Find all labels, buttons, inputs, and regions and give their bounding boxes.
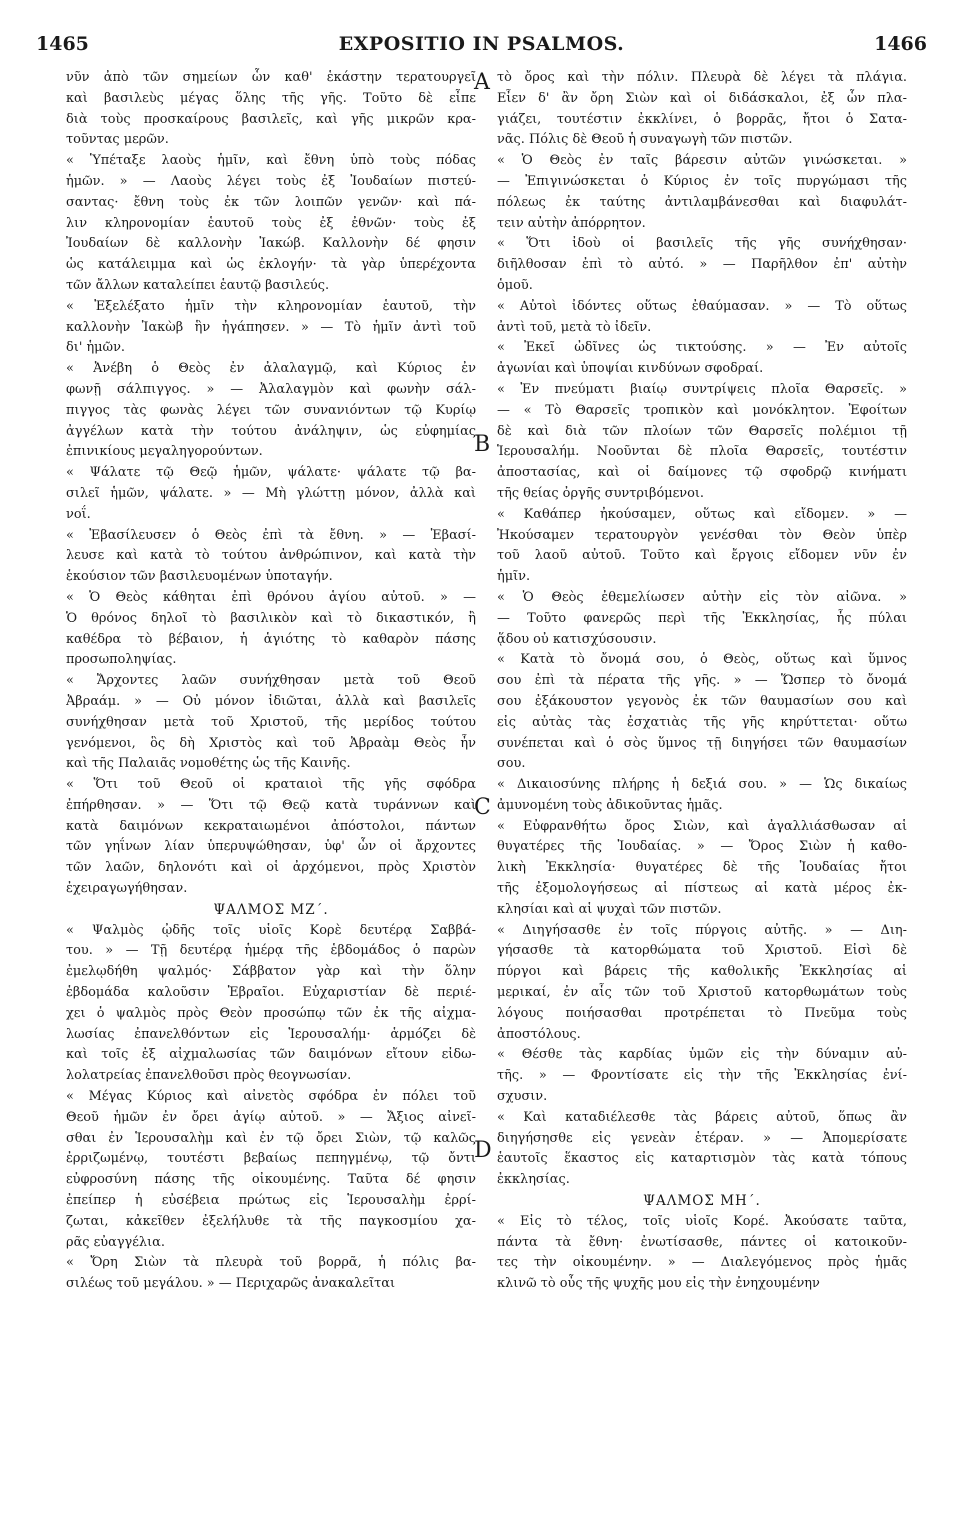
text-line: Θεοῦ ἡμῶν ἐν ὄρει ἁγίῳ αὐτοῦ. » — Ἄξιος αἰνεῖ- bbox=[66, 1109, 476, 1125]
text-line: « Ὁ Θεὸς ἐν ταῖς βάρεσιν αὐτῶν γινώσκεται. » bbox=[497, 153, 907, 169]
text-line: ἐπείπερ ἡ εὐσέβεια πρώτως εἰς Ἱερουσαλὴμ ἐρρί- bbox=[66, 1193, 476, 1209]
text-line: συνέπεται καὶ ὁ σὸς ὕμνος τῇ διηγήσει τῶν θαυμασίων bbox=[497, 735, 907, 751]
text-line: « Ὅτι ἰδοὺ οἱ βασιλεῖς τῆς γῆς συνήχθησαν· bbox=[497, 236, 907, 252]
section-marker-d: D bbox=[474, 1138, 492, 1163]
right-column bbox=[497, 68, 907, 1295]
text-line: εὐφροσύνη πάσης τῆς οἰκουμένης. Ταῦτα δέ φησιν bbox=[66, 1172, 476, 1188]
text-line: — « Τὸ Θαρσεῖς τροπικὸν καὶ μονόκλητον. Ἐφοίτων bbox=[497, 402, 907, 418]
text-line: γήσασθε τὰ κατορθώματα τοῦ Χριστοῦ. Εἰσὶ δὲ bbox=[497, 943, 907, 959]
text-line: τειν αὐτὴν ἀπόρρητον. bbox=[497, 215, 646, 231]
text-line: φωνῇ σάλπιγγος. » — Ἀλαλαγμὸν καὶ φωνὴν σάλ- bbox=[66, 381, 476, 397]
text-line: ἑκούσιον τῶν βασιλευομένων ὑποταγήν. bbox=[66, 569, 333, 585]
text-line: Ἀβραάμ. » — Οὐ μόνον ἰδιῶται, ἀλλὰ καὶ βασιλεῖς bbox=[66, 693, 476, 709]
text-line: ζωται, κἀκεῖθεν ἐξελήλυθε τὰ τῆς παγκοσμίου χα- bbox=[66, 1213, 476, 1229]
text-line: — Τοῦτο φανερῶς περὶ τῆς Ἐκκλησίας, ἧς πύλαι bbox=[497, 610, 907, 626]
text-line: σου ἐπὶ τὰ πέρατα τῆς γῆς. » — Ὥσπερ τὸ ὄνομά bbox=[497, 673, 907, 689]
text-line: ἐχειραγωγήθησαν. bbox=[66, 881, 188, 897]
text-line: πάντα τὰ ἔθνη· ἐνωτίσασθε, πάντες οἱ κατοικοῦν- bbox=[497, 1234, 907, 1250]
text-line: κλινῶ τὸ οὖς τῆς ψυχῆς μου εἰς τὴν ἐνηχουμένην bbox=[497, 1276, 820, 1292]
text-line: διὰ τοὺς προσκαίρους βασιλεῖς, καὶ γῆς μικρῶν κρα- bbox=[66, 111, 476, 127]
text-line: τοῦ λαοῦ αὐτοῦ. Τοῦτο καὶ ἔργοις εἴδομεν νῦν ἐν bbox=[497, 548, 907, 564]
text-line: καθέδρα τὸ βέβαιον, ἡ ἁγιότης τὸ καθαρὸν πάσης bbox=[66, 631, 476, 647]
left-column bbox=[66, 68, 476, 1295]
text-line: νῦν ἀπὸ τῶν σημείων ὧν καθ' ἑκάστην τερατουργεῖ bbox=[66, 70, 476, 85]
text-line: Ὁ θρόνος δηλοῖ τὸ βασιλικὸν καὶ τὸ δικαστικόν, ἢ bbox=[66, 610, 476, 626]
text-line: « Ὅτι τοῦ Θεοῦ οἱ κραταιοὶ τῆς γῆς σφόδρα bbox=[66, 777, 476, 793]
section-marker-b: B bbox=[474, 432, 491, 457]
text-line: λιν κληρονομίαν ἑαυτοῦ τοὺς ἐξ ἐθνῶν· τοὺς ἐξ bbox=[66, 215, 476, 231]
text-line: σου. bbox=[497, 756, 526, 772]
text-line: προσωποληψίας. bbox=[66, 652, 177, 668]
text-line: ἐκκλησίας. bbox=[497, 1172, 570, 1188]
psalm-heading: ΨΑΛΜΟΣ ΜΖ΄. bbox=[213, 901, 329, 918]
text-line: του. » — Τῇ δευτέρᾳ ἡμέρᾳ τῆς ἑβδομάδος ὁ παρὼν bbox=[66, 943, 476, 959]
text-line: μερικαί, ἐν αἷς τῶν τοῦ Χριστοῦ κατορθωμάτων τοὺς bbox=[497, 985, 907, 1001]
text-line: συνήχθησαν μετὰ τοῦ Χριστοῦ, τῆς μερίδος τούτου bbox=[66, 714, 476, 730]
text-line: πιγγος τὰς φωνὰς λέγει τῶν συνανιόντων τῷ Κυρίῳ bbox=[66, 402, 476, 418]
text-line: πύργοι καὶ βάρεις τῆς καθολικῆς Ἐκκλησίας αἱ bbox=[497, 964, 907, 980]
text-line: λευσε καὶ κατὰ τὸ τούτου ἀνθρώπινον, καὶ κατὰ τὴν bbox=[66, 548, 476, 564]
text-line: σιλέως τοῦ μεγάλου. » — Περιχαρῶς ἀνακαλεῖται bbox=[66, 1276, 396, 1292]
text-line: « Ἐν πνεύματι βιαίῳ συντρίψεις πλοῖα Θαρσεῖς. » bbox=[497, 381, 907, 397]
text-line: τες τὴν οἰκουμένην. » — Διαλεγόμενος πρὸς ἡμᾶς bbox=[497, 1255, 907, 1271]
text-line: « Ἀνέβη ὁ Θεὸς ἐν ἀλαλαγμῷ, καὶ Κύριος ἐν bbox=[66, 361, 476, 377]
psalm-heading: ΨΑΛΜΟΣ ΜΗ΄. bbox=[643, 1193, 761, 1210]
text-line: « Εὐφρανθήτω ὄρος Σιὼν, καὶ ἀγαλλιάσθωσαν αἱ bbox=[497, 818, 907, 834]
text-line: ἀντὶ τοῦ, μετὰ τὸ ἰδεῖν. bbox=[497, 319, 652, 335]
text-line: « Ὁ Θεὸς ἐθεμελίωσεν αὐτὴν εἰς τὸν αἰῶνα. » bbox=[497, 589, 907, 605]
text-line: καὶ τῆς Παλαιᾶς νομοθέτης ὡς τῆς Καινῆς. bbox=[66, 756, 351, 772]
running-header bbox=[36, 33, 927, 63]
text-line: γενόμενοι, ὃς δὴ Χριστὸς καὶ τοῦ Ἀβραὰμ Θεὸς ἦν bbox=[66, 735, 476, 751]
text-line: σου ἐξάκουστον γεγονὸς ἐκ τῶν θαυμασίων σου καὶ bbox=[497, 693, 907, 709]
text-line: λικὴ Ἐκκλησία· θυγατέρες δὲ τῆς Ἰουδαίας ἤτοι bbox=[497, 860, 907, 876]
text-line: ἀποστόλους. bbox=[497, 1026, 581, 1042]
text-line: ἐμελῳδήθη ψαλμός· Σάββατον γὰρ καὶ τὴν ὅλην bbox=[66, 964, 476, 980]
text-line: ἑαυτοῖς ἕκαστος εἰς καταρτισμὸν τὰς κατὰ τόπους bbox=[497, 1151, 907, 1167]
text-line: « Ἐκεῖ ὠδῖνες ὡς τικτούσης. » — Ἐν αὐτοῖς bbox=[497, 340, 907, 356]
text-line: ἐρριζωμένῳ, τουτέστι βεβαίως πεπηγμένῳ, τῷ ὄντι bbox=[66, 1151, 476, 1167]
text-line: λωσίας ἐπανελθόντων εἰς Ἱερουσαλήμ· ἁρμόζει δὲ bbox=[66, 1026, 476, 1042]
text-line: ρᾶς εὐαγγέλια. bbox=[66, 1234, 165, 1250]
text-line: νοΐ. bbox=[66, 506, 91, 522]
text-line: « Ὁ Θεὸς κάθηται ἐπὶ θρόνου ἁγίου αὐτοῦ. » — bbox=[66, 589, 476, 605]
text-line: ᾅδου οὐ κατισχύσουσιν. bbox=[497, 631, 657, 647]
text-line: « Ψαλμὸς ᾠδῆς τοῖς υἱοῖς Κορὲ δευτέρᾳ Σαββά- bbox=[66, 922, 476, 938]
text-line: « Ὑπέταξε λαοὺς ἡμῖν, καὶ ἔθνη ὑπὸ τοὺς πόδας bbox=[66, 153, 476, 169]
text-line: « Καθάπερ ἠκούσαμεν, οὕτως καὶ εἴδομεν. » — bbox=[497, 506, 907, 522]
text-line: Ἠκούσαμεν τερατουργὸν γενέσθαι τὸν Θεὸν ὑπὲρ bbox=[497, 527, 907, 543]
text-line: τοῦντας μερῶν. bbox=[66, 132, 169, 148]
text-line: κλησίαι καὶ αἱ ψυχαὶ τῶν πιστῶν. bbox=[497, 901, 722, 917]
text-line: θυγατέρες τῆς Ἰουδαίας. » — Ὄρος Σιὼν ἡ καθο- bbox=[497, 839, 907, 855]
text-line: δὲ καὶ διὰ τῶν πλοίων τῶν Θαρσεῖς πολέμιοι τῇ bbox=[497, 423, 907, 439]
text-line: ἑβδομάδα καλοῦσιν Ἑβραῖοι. Εὐχαριστίαν δὲ περιέ- bbox=[66, 985, 476, 1001]
text-line: — Ἐπιγινώσκεται ὁ Κύριος ἐν τοῖς πυργώμασι τῆς bbox=[497, 173, 907, 189]
text-line: χει ὁ ψαλμὸς πρὸς Θεὸν προσώπῳ τῶν ἐκ τῆς αἰχμα- bbox=[66, 1005, 476, 1021]
text-line: λολατρείας ἐπανελθοῦσι πρὸς θεογνωσίαν. bbox=[66, 1068, 352, 1084]
text-line: « Διηγήσασθε ἐν τοῖς πύργοις αὐτῆς. » — Διη- bbox=[497, 922, 907, 938]
text-line: « Ψάλατε τῷ Θεῷ ἡμῶν, ψάλατε· ψάλατε τῷ βα- bbox=[66, 465, 476, 481]
text-line: τὸ ὄρος καὶ τὴν πόλιν. Πλευρὰ δὲ λέγει τὰ πλάγια. bbox=[497, 70, 907, 85]
text-line: « Θέσθε τὰς καρδίας ὑμῶν εἰς τὴν δύναμιν αὐ- bbox=[497, 1047, 907, 1063]
text-line: πόλεως ἐκ ταύτης ἀντιλαμβάνεσθαι καὶ διαφυλάτ- bbox=[497, 194, 907, 210]
text-line: τῆς ἐξομολογήσεως αἱ πίστεως αἱ κατὰ μέρος ἐκ- bbox=[497, 881, 907, 897]
text-line: τῆς. » — Φροντίσατε εἰς τὴν τῆς Ἐκκλησίας ἐνί- bbox=[497, 1068, 907, 1084]
text-line: ὁμοῦ. bbox=[497, 277, 533, 293]
text-line: ἀγωνίαι καὶ ὑποψίαι κινδύνων σφοδραί. bbox=[497, 361, 764, 377]
text-line: νᾶς. Πόλις δὲ Θεοῦ ἡ συναγωγὴ τῶν πιστῶν. bbox=[497, 132, 793, 148]
right-page-number: 1466 bbox=[874, 33, 927, 55]
text-line: εἰς αὐτὰς τὰς ἐσχατιὰς τῆς γῆς κηρύττεται· οὕτω bbox=[497, 714, 907, 730]
text-line: γιάζει, τουτέστιν ἐκκλίνει, ὁ βορρᾶς, ἤτοι ὁ Σατα- bbox=[497, 111, 907, 127]
text-line: « Κατὰ τὸ ὄνομά σου, ὁ Θεὸς, οὕτως καὶ ὕμνος bbox=[497, 652, 907, 668]
text-line: « Μέγας Κύριος καὶ αἰνετὸς σφόδρα ἐν πόλει τοῦ bbox=[66, 1089, 476, 1105]
text-line: ἀποστασίας, καὶ οἱ δαίμονες τῷ σφοδρῷ κινήματι bbox=[497, 465, 907, 481]
text-line: ἀγγέλων κατὰ τὴν τούτου ἀνάληψιν, ὡς εὐφημίας bbox=[66, 423, 476, 439]
text-line: δι' ἡμῶν. bbox=[66, 340, 126, 356]
text-line: σιλεῖ ἡμῶν, ψάλατε. » — Μὴ γλώττῃ μόνον, ἀλλὰ καὶ bbox=[66, 485, 476, 501]
text-line: « Ἄρχοντες λαῶν συνήχθησαν μετὰ τοῦ Θεοῦ bbox=[66, 673, 476, 689]
text-line: κατὰ δαιμόνων κεκραταιωμένοι ἀπόστολοι, πάντων bbox=[66, 818, 476, 834]
text-line: λόγους ποιήσασθαι προτρέπεται τὸ Πνεῦμα τοὺς bbox=[497, 1005, 907, 1021]
text-line: ἐπήρθησαν. » — Ὅτι τῷ Θεῷ κατὰ τυράννων καὶ bbox=[66, 797, 476, 813]
section-marker-c: C bbox=[474, 795, 491, 820]
text-line: « Ἐβασίλευσεν ὁ Θεὸς ἐπὶ τὰ ἔθνη. » — Ἐβασί- bbox=[66, 527, 476, 543]
text-line: « Ἐξελέξατο ἡμῖν τὴν κληρονομίαν ἑαυτοῦ, τὴν bbox=[66, 298, 476, 314]
text-line: « Ὄρη Σιὼν τὰ πλευρὰ τοῦ βορρᾶ, ἡ πόλις βα- bbox=[66, 1255, 476, 1271]
text-line: σχυσιν. bbox=[497, 1089, 548, 1105]
text-line: διηγήσησθε εἰς γενεὰν ἑτέραν. » — Ἀπομερίσατε bbox=[497, 1130, 907, 1146]
text-line: ἡμῶν. » — Λαοὺς λέγει τοὺς ἐξ Ἰουδαίων πιστεύ- bbox=[66, 173, 476, 189]
text-line: ἀμυνομένη τοὺς ἀδικοῦντας ἡμᾶς. bbox=[497, 797, 723, 813]
left-page-number: 1465 bbox=[36, 33, 89, 55]
text-line: καὶ τοῖς ἐξ αἰχμαλωσίας τῶν δαιμόνων εἴτουν εἰδω- bbox=[66, 1047, 476, 1063]
text-line: καλλονὴν Ἰακὼβ ἣν ἠγάπησεν. » — Τὸ ἡμῖν ἀντὶ τοῦ bbox=[66, 319, 476, 335]
text-line: τῶν λαῶν, δηλονότι καὶ οἱ ἀρχόμενοι, πρὸς Χριστὸν bbox=[66, 860, 476, 876]
running-title: EXPOSITIO IN PSALMOS. bbox=[338, 33, 625, 55]
section-marker-a: A bbox=[474, 70, 490, 95]
text-line: σαντας· ἔθνη τοὺς ἐκ τῶν λοιπῶν γενῶν· καὶ πά- bbox=[66, 194, 476, 210]
text-line: σθαι ἐν Ἱερουσαλὴμ καὶ ἐν τῷ ὄρει Σιὼν, τῷ καλῶς bbox=[66, 1130, 476, 1146]
text-line: τῶν ἄλλων καταλείπει ἑαυτῷ βασιλεύς. bbox=[66, 277, 330, 293]
text-line: « Καὶ καταδιέλεσθε τὰς βάρεις αὐτοῦ, ὅπως ἂν bbox=[497, 1109, 907, 1125]
text-line: Ἰουδαίων δὲ καλλονὴν Ἰακώβ. Καλλονὴν δέ φησιν bbox=[66, 236, 476, 252]
text-line: « Αὐτοὶ ἰδόντες οὕτως ἐθαύμασαν. » — Τὸ οὕτως bbox=[497, 298, 907, 314]
text-line: τῆς θείας ὀργῆς συντριβόμενοι. bbox=[497, 485, 705, 501]
text-line: Εἶεν δ' ἂν ὄρη Σιὼν καὶ οἱ διδάσκαλοι, ἐξ ὧν πλα- bbox=[497, 90, 907, 106]
text-line: ἡμῖν. bbox=[497, 569, 531, 585]
text-line: καὶ βασιλεὺς μέγας ὅλης τῆς γῆς. Τοῦτο δὲ εἶπε bbox=[66, 90, 476, 106]
text-line: ὡς κατάλειμμα καὶ ὡς ἐκλογήν· τὰ γὰρ ὑπερέχοντα bbox=[66, 257, 476, 273]
text-line: ἐπινικίους μεγαληγορούντων. bbox=[66, 444, 263, 460]
text-line: διῆλθοσαν ἐπὶ τὸ αὐτό. » — Παρῆλθον ἐπ' αὐτὴν bbox=[497, 257, 907, 273]
text-line: « Δικαιοσύνης πλήρης ἡ δεξιά σου. » — Ὡς δικαίως bbox=[497, 777, 907, 793]
text-line: Ἱερουσαλήμ. Νοοῦνται δὲ πλοῖα Θαρσεῖς, τουτέστιν bbox=[497, 444, 907, 460]
text-line: τῶν γηΐνων λίαν ὑπερυψώθησαν, ὑφ' ὧν οἱ ἄρχοντες bbox=[66, 839, 476, 855]
text-line: « Εἰς τὸ τέλος, τοῖς υἱοῖς Κορέ. Ἀκούσατε ταῦτα, bbox=[497, 1213, 907, 1229]
